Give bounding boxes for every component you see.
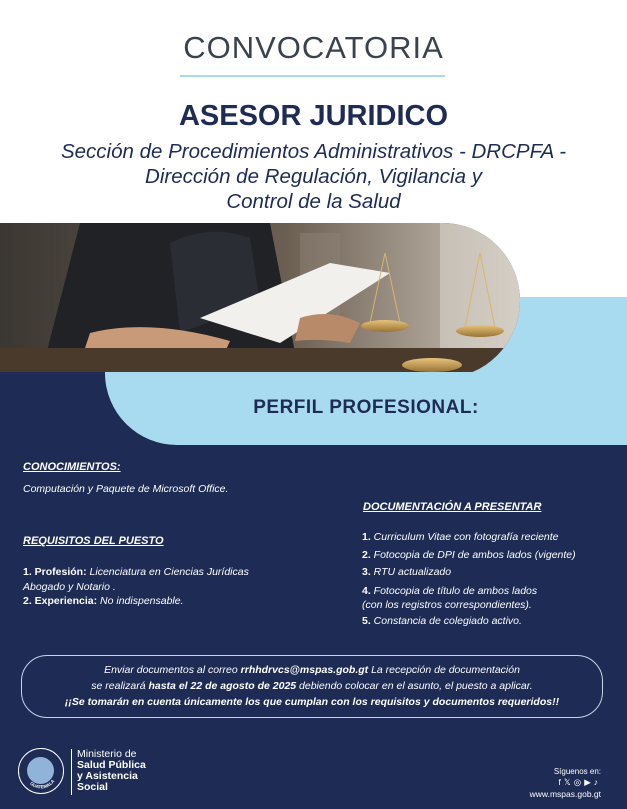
document-number: 2. xyxy=(362,548,371,561)
document-item xyxy=(362,584,612,598)
svg-text:GUATEMALA xyxy=(29,777,56,789)
department-subtitle xyxy=(10,139,617,214)
position-title: ASESOR JURIDICO xyxy=(178,100,449,132)
requirement-text: No indispensable. xyxy=(97,595,184,607)
requirement-text: Licenciatura en Ciencias Jurídicas xyxy=(86,566,249,578)
notice-line-1 xyxy=(22,662,602,678)
youtube-icon[interactable]: ▶ xyxy=(584,777,594,787)
notice-text: debiendo colocar en el asunto, el puesto a aplicar. xyxy=(296,680,533,692)
requirement-label: 1. Profesión: xyxy=(23,566,87,578)
website-link[interactable]: www.mspas.gob.gt xyxy=(529,789,601,799)
document-number: 5. xyxy=(362,614,371,627)
knowledge-text: Computación y Paquete de Microsoft Office. xyxy=(23,483,229,495)
ministry-line-3: y Asistencia xyxy=(77,770,138,782)
document-number: 4. xyxy=(362,584,371,597)
perfil-title: PERFIL PROFESIONAL: xyxy=(253,397,479,418)
document-text: Curriculum Vitae con fotografía reciente xyxy=(370,531,559,543)
notice-line-3: ¡¡Se tomarán en cuenta únicamente los que cumplan con los requisitos y documentos requeridos!! xyxy=(64,696,560,708)
knowledge-heading: CONOCIMIENTOS: xyxy=(23,461,121,473)
deadline-text: hasta el 22 de agosto de 2025 xyxy=(148,680,297,692)
requirement-item xyxy=(23,565,323,580)
documents-heading: DOCUMENTACIÓN A PRESENTAR xyxy=(363,501,542,513)
document-text: Fotocopia de DPI de ambos lados (vigente) xyxy=(370,548,576,561)
requirements-heading: REQUISITOS DEL PUESTO xyxy=(23,535,164,547)
department-line-1: Sección de Procedimientos Administrativos - DRCPFA - xyxy=(60,140,567,163)
document-item xyxy=(362,529,612,547)
requirement-item xyxy=(23,594,323,609)
title-divider xyxy=(180,75,445,77)
guatemala-seal-icon xyxy=(18,748,64,794)
documents-list xyxy=(362,529,612,630)
header-area xyxy=(0,0,627,230)
x-icon[interactable]: 𝕏 xyxy=(563,777,574,787)
document-number: 3. xyxy=(362,566,371,578)
contact-email[interactable]: rrhhdrvcs@mspas.gob.gt xyxy=(240,664,369,676)
document-item xyxy=(362,547,612,565)
ministry-line-1: Ministerio de xyxy=(77,748,137,760)
ministry-line-4: Social xyxy=(77,781,108,793)
notice-text: se realizará xyxy=(91,680,149,692)
department-line-3: Control de la Salud xyxy=(226,190,401,213)
seal-text: GUATEMALA xyxy=(28,778,55,789)
footer-divider xyxy=(71,749,72,795)
lawyer-scales-photo xyxy=(0,223,520,378)
lawyer-scales-illustration xyxy=(0,223,520,378)
ministry-name xyxy=(77,749,146,793)
social-block xyxy=(530,767,601,799)
instagram-icon[interactable]: ◎ xyxy=(573,777,585,787)
document-item xyxy=(362,564,612,582)
submission-notice xyxy=(21,655,603,718)
facebook-icon[interactable]: f xyxy=(558,777,564,787)
notice-line-2 xyxy=(22,678,602,694)
requirement-label: 2. Experiencia: xyxy=(23,595,98,607)
document-text: Constancia de colegiado activo. xyxy=(370,614,522,627)
document-item xyxy=(362,613,612,631)
document-text: Fotocopia de título de ambos lados xyxy=(370,584,538,597)
ministry-line-2: Salud Pública xyxy=(77,759,146,771)
tiktok-icon[interactable]: ♪ xyxy=(593,777,601,787)
requirement-cont: Abogado y Notario . xyxy=(23,580,116,593)
follow-label: Síguenos en: xyxy=(553,767,601,776)
social-icons xyxy=(530,777,601,788)
notice-text: Enviar documentos al correo xyxy=(104,664,241,676)
notice-text: La recepción de documentación xyxy=(368,664,520,676)
requirements-list xyxy=(23,565,323,609)
document-cont: (con los registros correspondientes). xyxy=(362,598,532,611)
document-text: RTU actualizado xyxy=(370,566,452,578)
document-number: 1. xyxy=(362,531,371,543)
convocatoria-title: CONVOCATORIA xyxy=(183,30,444,65)
department-line-2: Dirección de Regulación, Vigilancia y xyxy=(145,165,482,188)
